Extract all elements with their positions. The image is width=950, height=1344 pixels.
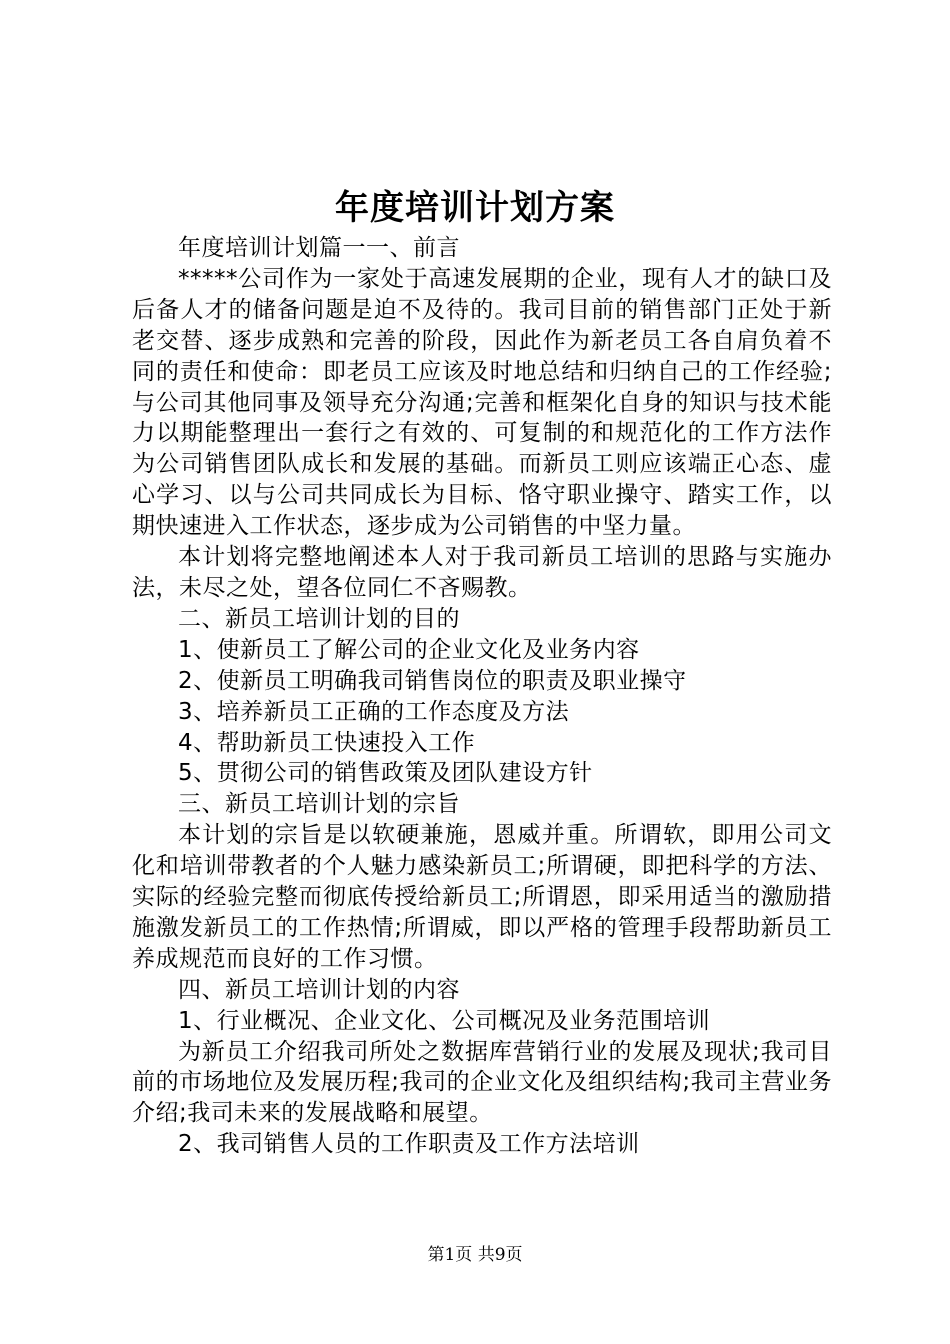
document-body [132,233,832,1160]
paragraph-plan-intro: 本计划将完整地阐述本人对于我司新员工培训的思路与实施办法，未尽之处，望各位同仁不吝赐教。 [132,544,832,601]
content-item-2: 2、我司销售人员的工作职责及工作方法培训 [178,1131,640,1158]
document-title: 年度培训计划方案 [335,188,615,228]
page-footer: 第1页 共9页 [427,1245,523,1265]
purpose-item-1: 1、使新员工了解公司的企业文化及业务内容 [178,636,640,663]
section-heading-content: 四、新员工培训计划的内容 [178,976,460,1003]
paragraph-content-item-1-body: 为新员工介绍我司所处之数据库营销行业的发展及现状;我司目前的市场地位及发展历程;我司的企业文化及组织结构;我司主营业务介绍;我司未来的发展战略和展望。 [132,1038,832,1127]
paragraph-principle-body: 本计划的宗旨是以软硬兼施，恩威并重。所谓软，即用公司文化和培训带教者的个人魅力感染新员工;所谓硬，即把科学的方法、实际的经验完整而彻底传授给新员工;所谓恩，即采用适当的激励措施激发新员工的工作热情;所谓威，即以严格的管理手段帮助新员工养成规范而良好的工作习惯。 [132,822,832,972]
paragraph-preface-body: *****公司作为一家处于高速发展期的企业，现有人才的缺口及后备人才的储备问题是迫不及待的。我司目前的销售部门正处于新老交替、逐步成熟和完善的阶段，因此作为新老员工各自肩负着不同的责任和使命：即老员工应该及时地总结和归纳自己的工作经验;与公司其他同事及领导充分沟通;完善和框架化自身的知识与技术能力以期能整理出一套行之有效的、可复制的和规范化的工作方法作为公司销售团队成长和发展的基础。而新员工则应该端正心态、虚心学习、以与公司共同成长为目标、恪守职业操守、踏实工作，以期快速进入工作状态，逐步成为公司销售的中坚力量。 [132,265,832,540]
section-heading-purpose: 二、新员工培训计划的目的 [178,605,460,632]
content-item-1: 1、行业概况、企业文化、公司概况及业务范围培训 [178,1007,711,1034]
section-heading-principle: 三、新员工培训计划的宗旨 [178,791,460,818]
purpose-item-5: 5、贯彻公司的销售政策及团队建设方针 [178,760,593,787]
purpose-item-3: 3、培养新员工正确的工作态度及方法 [178,698,570,725]
paragraph-preface-heading: 年度培训计划篇一一、前言 [178,235,460,261]
purpose-item-2: 2、使新员工明确我司销售岗位的职责及职业操守 [178,667,687,694]
purpose-item-4: 4、帮助新员工快速投入工作 [178,729,476,756]
